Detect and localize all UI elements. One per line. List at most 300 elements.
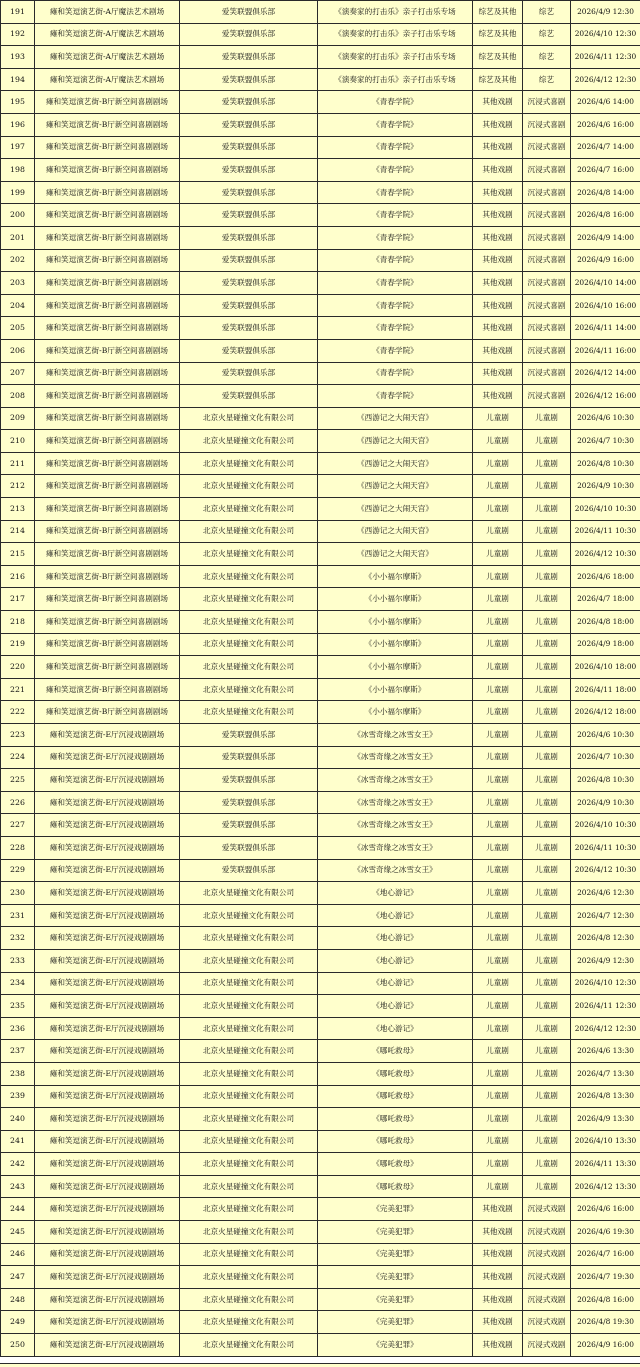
venue-cell: 瘫和笑逗演艺街-B厅新空间喜剧剧场 [35, 565, 180, 588]
table-row [1, 814, 640, 837]
organizer-cell: 北京火星碰撞文化有限公司 [180, 1062, 318, 1085]
show-title-cell: 《地心游记》 [318, 972, 473, 995]
row-number-cell: 230 [1, 882, 35, 905]
show-title-cell: 《冰雪奇缘之冰雪女王》 [318, 836, 473, 859]
organizer-cell: 北京火星碰撞文化有限公司 [180, 520, 318, 543]
genre-cell: 沉浸式喜剧 [523, 136, 571, 159]
venue-cell: 瘫和笑逗演艺街-B厅新空间喜剧剧场 [35, 385, 180, 408]
organizer-cell: 北京火星碰撞文化有限公司 [180, 1085, 318, 1108]
datetime-cell: 2026/4/9 13:30 [571, 1108, 640, 1131]
show-title-cell: 《完美犯罪》 [318, 1288, 473, 1311]
table-row [1, 746, 640, 769]
table-row [1, 656, 640, 679]
category-cell: 其他戏剧 [473, 1288, 523, 1311]
row-number-cell: 246 [1, 1243, 35, 1266]
venue-cell: 瘫和笑逗演艺街-B厅新空间喜剧剧场 [35, 498, 180, 521]
venue-cell: 瘫和笑逗演艺街-E厅沉浸戏剧剧场 [35, 1062, 180, 1085]
show-title-cell: 《地心游记》 [318, 995, 473, 1018]
row-number-cell: 193 [1, 46, 35, 69]
genre-cell: 儿童剧 [523, 814, 571, 837]
table-row [1, 1153, 640, 1176]
show-title-cell: 《完美犯罪》 [318, 1266, 473, 1289]
genre-cell: 沉浸式喜剧 [523, 362, 571, 385]
organizer-cell: 北京火星碰撞文化有限公司 [180, 1017, 318, 1040]
show-title-cell: 《完美犯罪》 [318, 1334, 473, 1357]
row-number-cell: 196 [1, 113, 35, 136]
category-cell: 其他戏剧 [473, 181, 523, 204]
show-title-cell: 《冰雪奇缘之冰雪女王》 [318, 859, 473, 882]
genre-cell: 沉浸式喜剧 [523, 339, 571, 362]
row-number-cell: 242 [1, 1153, 35, 1176]
datetime-cell: 2026/4/9 14:00 [571, 226, 640, 249]
organizer-cell: 北京火星碰撞文化有限公司 [180, 1288, 318, 1311]
genre-cell: 儿童剧 [523, 836, 571, 859]
venue-cell: 瘫和笑逗演艺街-B厅新空间喜剧剧场 [35, 407, 180, 430]
venue-cell: 瘫和笑逗演艺街-B厅新空间喜剧剧场 [35, 452, 180, 475]
category-cell: 其他戏剧 [473, 1266, 523, 1289]
organizer-cell: 北京火星碰撞文化有限公司 [180, 701, 318, 724]
datetime-cell: 2026/4/6 13:30 [571, 1040, 640, 1063]
show-title-cell: 《青春学院》 [318, 385, 473, 408]
datetime-cell: 2026/4/11 12:30 [571, 46, 640, 69]
organizer-cell: 爱笑联盟俱乐部 [180, 746, 318, 769]
organizer-cell: 爱笑联盟俱乐部 [180, 159, 318, 182]
table-row [1, 791, 640, 814]
datetime-cell: 2026/4/12 13:30 [571, 1175, 640, 1198]
row-number-cell: 220 [1, 656, 35, 679]
genre-cell: 沉浸式戏剧 [523, 1266, 571, 1289]
cut-off-row [0, 1363, 640, 1367]
organizer-cell: 北京火星碰撞文化有限公司 [180, 430, 318, 453]
venue-cell: 瘫和笑逗演艺街-B厅新空间喜剧剧场 [35, 204, 180, 227]
category-cell: 其他戏剧 [473, 1198, 523, 1221]
genre-cell: 儿童剧 [523, 882, 571, 905]
datetime-cell: 2026/4/7 10:30 [571, 746, 640, 769]
show-title-cell: 《青春学院》 [318, 91, 473, 114]
table-row [1, 701, 640, 724]
table-row [1, 836, 640, 859]
category-cell: 其他戏剧 [473, 249, 523, 272]
datetime-cell: 2026/4/8 16:00 [571, 204, 640, 227]
datetime-cell: 2026/4/11 12:30 [571, 995, 640, 1018]
category-cell: 其他戏剧 [473, 272, 523, 295]
table-row [1, 611, 640, 634]
show-title-cell: 《地心游记》 [318, 882, 473, 905]
show-title-cell: 《青春学院》 [318, 294, 473, 317]
row-number-cell: 229 [1, 859, 35, 882]
organizer-cell: 北京火星碰撞文化有限公司 [180, 678, 318, 701]
row-number-cell: 227 [1, 814, 35, 837]
genre-cell: 综艺 [523, 46, 571, 69]
genre-cell: 儿童剧 [523, 1085, 571, 1108]
venue-cell: 瘫和笑逗演艺街-E厅沉浸戏剧剧场 [35, 1221, 180, 1244]
venue-cell: 瘫和笑逗演艺街-E厅沉浸戏剧剧场 [35, 972, 180, 995]
table-row [1, 1221, 640, 1244]
show-title-cell: 《演奏家的打击乐》亲子打击乐专场 [318, 1, 473, 24]
organizer-cell: 北京火星碰撞文化有限公司 [180, 1243, 318, 1266]
datetime-cell: 2026/4/10 14:00 [571, 272, 640, 295]
category-cell: 综艺及其他 [473, 1, 523, 24]
genre-cell: 儿童剧 [523, 1062, 571, 1085]
datetime-cell: 2026/4/8 12:30 [571, 927, 640, 950]
genre-cell: 儿童剧 [523, 475, 571, 498]
venue-cell: 瘫和笑逗演艺街-E厅沉浸戏剧剧场 [35, 1288, 180, 1311]
table-row [1, 543, 640, 566]
category-cell: 其他戏剧 [473, 294, 523, 317]
row-number-cell: 218 [1, 611, 35, 634]
venue-cell: 瘫和笑逗演艺街-E厅沉浸戏剧剧场 [35, 1085, 180, 1108]
table-row [1, 91, 640, 114]
organizer-cell: 爱笑联盟俱乐部 [180, 91, 318, 114]
venue-cell: 瘫和笑逗演艺街-B厅新空间喜剧剧场 [35, 475, 180, 498]
organizer-cell: 爱笑联盟俱乐部 [180, 791, 318, 814]
genre-cell: 儿童剧 [523, 1040, 571, 1063]
genre-cell: 儿童剧 [523, 791, 571, 814]
venue-cell: 瘫和笑逗演艺街-B厅新空间喜剧剧场 [35, 317, 180, 340]
genre-cell: 沉浸式喜剧 [523, 317, 571, 340]
table-row [1, 1175, 640, 1198]
show-title-cell: 《哪吒救母》 [318, 1175, 473, 1198]
genre-cell: 儿童剧 [523, 1130, 571, 1153]
show-title-cell: 《青春学院》 [318, 226, 473, 249]
organizer-cell: 北京火星碰撞文化有限公司 [180, 949, 318, 972]
organizer-cell: 北京火星碰撞文化有限公司 [180, 633, 318, 656]
category-cell: 儿童剧 [473, 724, 523, 747]
genre-cell: 沉浸式喜剧 [523, 249, 571, 272]
category-cell: 儿童剧 [473, 1108, 523, 1131]
genre-cell: 沉浸式喜剧 [523, 181, 571, 204]
show-title-cell: 《哪吒救母》 [318, 1153, 473, 1176]
venue-cell: 瘫和笑逗演艺街-B厅新空间喜剧剧场 [35, 520, 180, 543]
genre-cell: 沉浸式戏剧 [523, 1311, 571, 1334]
show-title-cell: 《小小福尔摩斯》 [318, 678, 473, 701]
show-title-cell: 《西游记之大闹天宫》 [318, 430, 473, 453]
organizer-cell: 北京火星碰撞文化有限公司 [180, 904, 318, 927]
row-number-cell: 231 [1, 904, 35, 927]
table-row [1, 1130, 640, 1153]
organizer-cell: 北京火星碰撞文化有限公司 [180, 452, 318, 475]
row-number-cell: 191 [1, 1, 35, 24]
show-title-cell: 《演奏家的打击乐》亲子打击乐专场 [318, 46, 473, 69]
genre-cell: 儿童剧 [523, 565, 571, 588]
datetime-cell: 2026/4/9 16:00 [571, 1334, 640, 1357]
show-title-cell: 《青春学院》 [318, 339, 473, 362]
row-number-cell: 250 [1, 1334, 35, 1357]
genre-cell: 沉浸式戏剧 [523, 1198, 571, 1221]
row-number-cell: 204 [1, 294, 35, 317]
genre-cell: 儿童剧 [523, 498, 571, 521]
venue-cell: 瘫和笑逗演艺街-B厅新空间喜剧剧场 [35, 543, 180, 566]
show-title-cell: 《地心游记》 [318, 949, 473, 972]
show-title-cell: 《小小福尔摩斯》 [318, 565, 473, 588]
row-number-cell: 198 [1, 159, 35, 182]
genre-cell: 儿童剧 [523, 1108, 571, 1131]
genre-cell: 儿童剧 [523, 1153, 571, 1176]
venue-cell: 瘫和笑逗演艺街-E厅沉浸戏剧剧场 [35, 1311, 180, 1334]
row-number-cell: 208 [1, 385, 35, 408]
organizer-cell: 北京火星碰撞文化有限公司 [180, 588, 318, 611]
row-number-cell: 240 [1, 1108, 35, 1131]
datetime-cell: 2026/4/10 12:30 [571, 23, 640, 46]
show-title-cell: 《青春学院》 [318, 272, 473, 295]
datetime-cell: 2026/4/6 19:30 [571, 1221, 640, 1244]
table-row [1, 181, 640, 204]
show-title-cell: 《完美犯罪》 [318, 1311, 473, 1334]
datetime-cell: 2026/4/8 10:30 [571, 452, 640, 475]
table-row [1, 430, 640, 453]
table-row [1, 972, 640, 995]
venue-cell: 瘫和笑逗演艺街-B厅新空间喜剧剧场 [35, 226, 180, 249]
organizer-cell: 北京火星碰撞文化有限公司 [180, 1221, 318, 1244]
table-row [1, 927, 640, 950]
category-cell: 其他戏剧 [473, 136, 523, 159]
category-cell: 儿童剧 [473, 949, 523, 972]
show-title-cell: 《西游记之大闹天宫》 [318, 520, 473, 543]
genre-cell: 沉浸式喜剧 [523, 159, 571, 182]
venue-cell: 瘫和笑逗演艺街-E厅沉浸戏剧剧场 [35, 1175, 180, 1198]
venue-cell: 瘫和笑逗演艺街-E厅沉浸戏剧剧场 [35, 1243, 180, 1266]
category-cell: 综艺及其他 [473, 23, 523, 46]
row-number-cell: 239 [1, 1085, 35, 1108]
table-row [1, 46, 640, 69]
genre-cell: 儿童剧 [523, 633, 571, 656]
venue-cell: 瘫和笑逗演艺街-B厅新空间喜剧剧场 [35, 430, 180, 453]
row-number-cell: 207 [1, 362, 35, 385]
show-title-cell: 《哪吒救母》 [318, 1108, 473, 1131]
row-number-cell: 243 [1, 1175, 35, 1198]
genre-cell: 儿童剧 [523, 972, 571, 995]
category-cell: 综艺及其他 [473, 46, 523, 69]
organizer-cell: 北京火星碰撞文化有限公司 [180, 972, 318, 995]
venue-cell: 瘫和笑逗演艺街-E厅沉浸戏剧剧场 [35, 769, 180, 792]
venue-cell: 瘫和笑逗演艺街-B厅新空间喜剧剧场 [35, 294, 180, 317]
table-row [1, 475, 640, 498]
venue-cell: 瘫和笑逗演艺街-E厅沉浸戏剧剧场 [35, 1017, 180, 1040]
genre-cell: 沉浸式喜剧 [523, 113, 571, 136]
table-row [1, 565, 640, 588]
datetime-cell: 2026/4/12 10:30 [571, 543, 640, 566]
row-number-cell: 247 [1, 1266, 35, 1289]
venue-cell: 瘫和笑逗演艺街-B厅新空间喜剧剧场 [35, 611, 180, 634]
organizer-cell: 北京火星碰撞文化有限公司 [180, 498, 318, 521]
show-title-cell: 《青春学院》 [318, 317, 473, 340]
venue-cell: 瘫和笑逗演艺街-E厅沉浸戏剧剧场 [35, 1334, 180, 1357]
genre-cell: 沉浸式戏剧 [523, 1334, 571, 1357]
venue-cell: 瘫和笑逗演艺街-A厅魔法艺术剧场 [35, 68, 180, 91]
row-number-cell: 219 [1, 633, 35, 656]
category-cell: 儿童剧 [473, 972, 523, 995]
row-number-cell: 212 [1, 475, 35, 498]
organizer-cell: 爱笑联盟俱乐部 [180, 362, 318, 385]
venue-cell: 瘫和笑逗演艺街-B厅新空间喜剧剧场 [35, 362, 180, 385]
datetime-cell: 2026/4/6 10:30 [571, 724, 640, 747]
show-title-cell: 《地心游记》 [318, 904, 473, 927]
table-row [1, 204, 640, 227]
show-title-cell: 《青春学院》 [318, 159, 473, 182]
organizer-cell: 北京火星碰撞文化有限公司 [180, 611, 318, 634]
organizer-cell: 爱笑联盟俱乐部 [180, 181, 318, 204]
row-number-cell: 223 [1, 724, 35, 747]
show-title-cell: 《冰雪奇缘之冰雪女王》 [318, 791, 473, 814]
genre-cell: 沉浸式戏剧 [523, 1288, 571, 1311]
organizer-cell: 北京火星碰撞文化有限公司 [180, 927, 318, 950]
organizer-cell: 北京火星碰撞文化有限公司 [180, 656, 318, 679]
table-row [1, 769, 640, 792]
category-cell: 其他戏剧 [473, 91, 523, 114]
table-row [1, 136, 640, 159]
category-cell: 其他戏剧 [473, 204, 523, 227]
show-title-cell: 《西游记之大闹天宫》 [318, 475, 473, 498]
datetime-cell: 2026/4/9 10:30 [571, 475, 640, 498]
genre-cell: 儿童剧 [523, 656, 571, 679]
table-row [1, 633, 640, 656]
table-row [1, 23, 640, 46]
table-row [1, 249, 640, 272]
table-body [1, 1, 640, 1357]
datetime-cell: 2026/4/12 12:30 [571, 1017, 640, 1040]
row-number-cell: 232 [1, 927, 35, 950]
table-row [1, 1062, 640, 1085]
datetime-cell: 2026/4/7 16:00 [571, 1243, 640, 1266]
organizer-cell: 北京火星碰撞文化有限公司 [180, 1153, 318, 1176]
table-row [1, 385, 640, 408]
datetime-cell: 2026/4/8 10:30 [571, 769, 640, 792]
venue-cell: 瘫和笑逗演艺街-E厅沉浸戏剧剧场 [35, 724, 180, 747]
organizer-cell: 北京火星碰撞文化有限公司 [180, 1334, 318, 1357]
datetime-cell: 2026/4/8 18:00 [571, 611, 640, 634]
datetime-cell: 2026/4/7 19:30 [571, 1266, 640, 1289]
datetime-cell: 2026/4/10 18:00 [571, 656, 640, 679]
table-row [1, 1108, 640, 1131]
venue-cell: 瘫和笑逗演艺街-B厅新空间喜剧剧场 [35, 588, 180, 611]
organizer-cell: 爱笑联盟俱乐部 [180, 724, 318, 747]
show-title-cell: 《青春学院》 [318, 181, 473, 204]
table-row [1, 226, 640, 249]
datetime-cell: 2026/4/10 13:30 [571, 1130, 640, 1153]
row-number-cell: 215 [1, 543, 35, 566]
show-title-cell: 《小小福尔摩斯》 [318, 633, 473, 656]
row-number-cell: 234 [1, 972, 35, 995]
organizer-cell: 北京火星碰撞文化有限公司 [180, 1040, 318, 1063]
show-title-cell: 《演奏家的打击乐》亲子打击乐专场 [318, 68, 473, 91]
organizer-cell: 爱笑联盟俱乐部 [180, 46, 318, 69]
genre-cell: 沉浸式喜剧 [523, 385, 571, 408]
category-cell: 儿童剧 [473, 836, 523, 859]
table-row [1, 1017, 640, 1040]
datetime-cell: 2026/4/9 12:30 [571, 949, 640, 972]
category-cell: 儿童剧 [473, 882, 523, 905]
category-cell: 儿童剧 [473, 498, 523, 521]
show-title-cell: 《哪吒救母》 [318, 1130, 473, 1153]
datetime-cell: 2026/4/7 10:30 [571, 430, 640, 453]
show-title-cell: 《哪吒救母》 [318, 1085, 473, 1108]
organizer-cell: 爱笑联盟俱乐部 [180, 23, 318, 46]
datetime-cell: 2026/4/8 13:30 [571, 1085, 640, 1108]
row-number-cell: 195 [1, 91, 35, 114]
organizer-cell: 爱笑联盟俱乐部 [180, 294, 318, 317]
table-row [1, 159, 640, 182]
table-row [1, 949, 640, 972]
show-title-cell: 《冰雪奇缘之冰雪女王》 [318, 724, 473, 747]
genre-cell: 儿童剧 [523, 995, 571, 1018]
datetime-cell: 2026/4/6 16:00 [571, 113, 640, 136]
category-cell: 儿童剧 [473, 1017, 523, 1040]
show-title-cell: 《冰雪奇缘之冰雪女王》 [318, 746, 473, 769]
venue-cell: 瘫和笑逗演艺街-B厅新空间喜剧剧场 [35, 272, 180, 295]
category-cell: 儿童剧 [473, 633, 523, 656]
organizer-cell: 爱笑联盟俱乐部 [180, 317, 318, 340]
venue-cell: 瘫和笑逗演艺街-E厅沉浸戏剧剧场 [35, 1130, 180, 1153]
row-number-cell: 225 [1, 769, 35, 792]
category-cell: 儿童剧 [473, 611, 523, 634]
category-cell: 其他戏剧 [473, 1221, 523, 1244]
genre-cell: 沉浸式喜剧 [523, 294, 571, 317]
datetime-cell: 2026/4/12 10:30 [571, 859, 640, 882]
row-number-cell: 236 [1, 1017, 35, 1040]
datetime-cell: 2026/4/6 18:00 [571, 565, 640, 588]
table-row [1, 1040, 640, 1063]
datetime-cell: 2026/4/11 10:30 [571, 520, 640, 543]
genre-cell: 儿童剧 [523, 678, 571, 701]
category-cell: 儿童剧 [473, 1040, 523, 1063]
datetime-cell: 2026/4/12 18:00 [571, 701, 640, 724]
datetime-cell: 2026/4/12 16:00 [571, 385, 640, 408]
row-number-cell: 224 [1, 746, 35, 769]
show-title-cell: 《完美犯罪》 [318, 1221, 473, 1244]
show-title-cell: 《冰雪奇缘之冰雪女王》 [318, 769, 473, 792]
table-row [1, 678, 640, 701]
genre-cell: 沉浸式戏剧 [523, 1221, 571, 1244]
table-row [1, 520, 640, 543]
row-number-cell: 205 [1, 317, 35, 340]
row-number-cell: 222 [1, 701, 35, 724]
datetime-cell: 2026/4/7 12:30 [571, 904, 640, 927]
genre-cell: 儿童剧 [523, 588, 571, 611]
genre-cell: 沉浸式喜剧 [523, 272, 571, 295]
show-title-cell: 《完美犯罪》 [318, 1243, 473, 1266]
category-cell: 儿童剧 [473, 1130, 523, 1153]
organizer-cell: 北京火星碰撞文化有限公司 [180, 1266, 318, 1289]
category-cell: 儿童剧 [473, 520, 523, 543]
show-title-cell: 《演奏家的打击乐》亲子打击乐专场 [318, 23, 473, 46]
category-cell: 综艺及其他 [473, 68, 523, 91]
category-cell: 儿童剧 [473, 543, 523, 566]
venue-cell: 瘫和笑逗演艺街-E厅沉浸戏剧剧场 [35, 746, 180, 769]
venue-cell: 瘫和笑逗演艺街-E厅沉浸戏剧剧场 [35, 1108, 180, 1131]
category-cell: 儿童剧 [473, 746, 523, 769]
show-title-cell: 《西游记之大闹天宫》 [318, 407, 473, 430]
table-row [1, 995, 640, 1018]
datetime-cell: 2026/4/10 10:30 [571, 498, 640, 521]
category-cell: 儿童剧 [473, 1085, 523, 1108]
table-row [1, 904, 640, 927]
venue-cell: 瘫和笑逗演艺街-B厅新空间喜剧剧场 [35, 136, 180, 159]
genre-cell: 儿童剧 [523, 611, 571, 634]
organizer-cell: 爱笑联盟俱乐部 [180, 249, 318, 272]
table-row [1, 859, 640, 882]
row-number-cell: 245 [1, 1221, 35, 1244]
datetime-cell: 2026/4/11 18:00 [571, 678, 640, 701]
row-number-cell: 206 [1, 339, 35, 362]
category-cell: 儿童剧 [473, 927, 523, 950]
category-cell: 其他戏剧 [473, 339, 523, 362]
organizer-cell: 北京火星碰撞文化有限公司 [180, 995, 318, 1018]
organizer-cell: 爱笑联盟俱乐部 [180, 814, 318, 837]
row-number-cell: 226 [1, 791, 35, 814]
venue-cell: 瘫和笑逗演艺街-E厅沉浸戏剧剧场 [35, 1153, 180, 1176]
row-number-cell: 217 [1, 588, 35, 611]
organizer-cell: 北京火星碰撞文化有限公司 [180, 1198, 318, 1221]
